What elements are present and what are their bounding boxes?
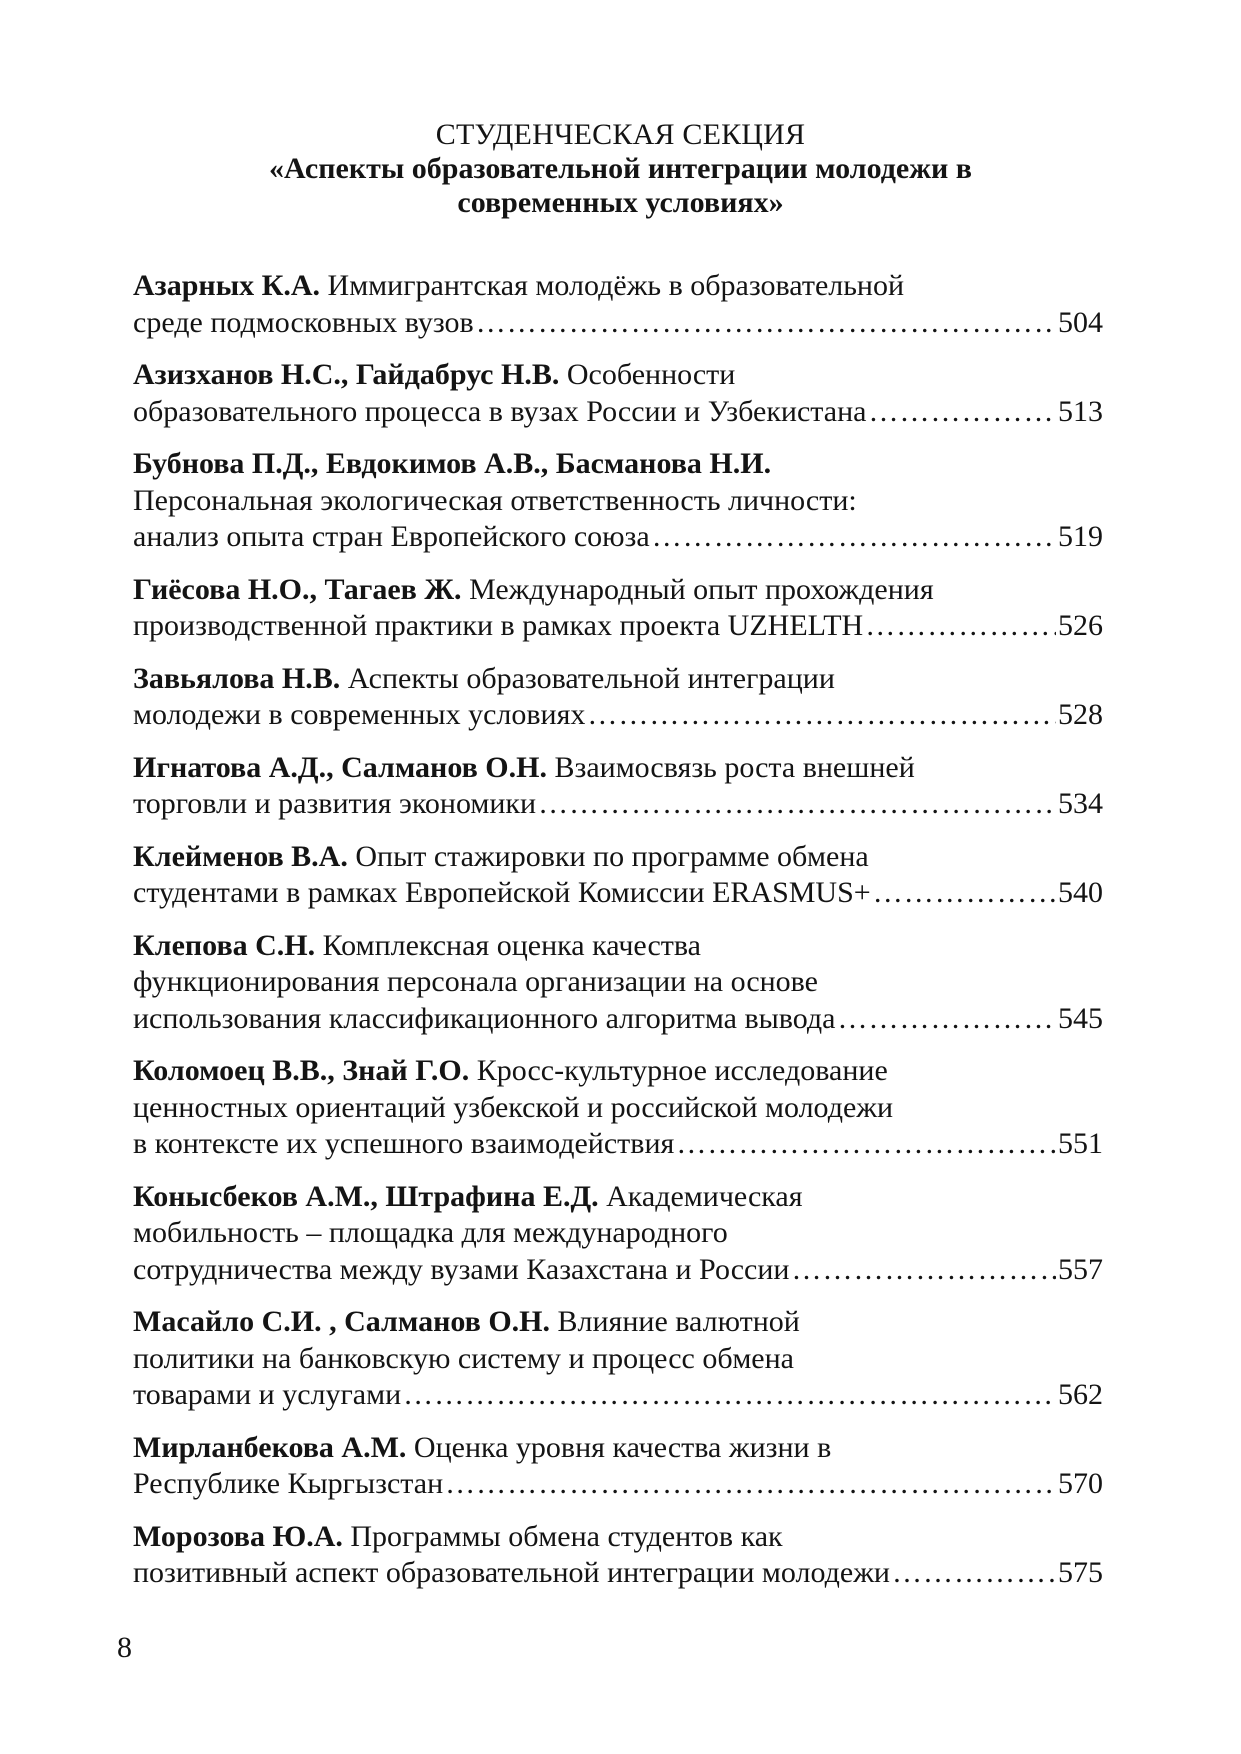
toc-entry[interactable]	[133, 1430, 1103, 1503]
toc-entry[interactable]	[133, 1179, 1103, 1289]
toc-entry-title-end: Республике Кыргызстан	[133, 1467, 444, 1500]
dot-leader	[868, 394, 1056, 431]
toc-entry-first-line	[133, 928, 1103, 965]
section-header	[0, 118, 1241, 220]
toc-entry-title-start: Кросс-культурное исследование	[469, 1054, 888, 1087]
toc-entry-page-number: 519	[1058, 520, 1103, 553]
toc-entry-last-line	[133, 519, 1103, 556]
toc-entry-title-line: политики на банковскую систему и процесс обмена	[133, 1341, 794, 1375]
toc-entry-title-end: анализ опыта стран Европейского союза	[133, 520, 650, 553]
toc-entry-last-line	[133, 394, 1103, 431]
toc-entry-first-line	[133, 1304, 1103, 1341]
toc-entry-title-start: Влияние валютной	[550, 1305, 800, 1338]
toc-entry[interactable]	[133, 268, 1103, 341]
toc-entry-title-end: образовательного процесса в вузах России и Узбекистана	[133, 394, 867, 428]
toc-entry-authors: Игнатова А.Д., Салманов О.Н.	[133, 750, 547, 784]
toc-entry[interactable]	[133, 928, 1103, 1038]
toc-entry-page-number: 513	[1058, 394, 1103, 428]
toc-entry[interactable]	[133, 1519, 1103, 1592]
toc-entry-last-line	[133, 305, 1103, 342]
toc-entry-title-start: Иммигрантская молодёжь в образовательной	[320, 269, 905, 302]
toc-entry-first-line	[133, 839, 1103, 876]
dot-leader	[837, 1001, 1056, 1038]
toc-entry-title-start: Опыт стажировки по программе обмена	[347, 839, 869, 873]
toc-entry[interactable]	[133, 1304, 1103, 1414]
toc-entry-first-line	[133, 1053, 1103, 1090]
toc-entry-first-line	[133, 661, 1103, 698]
dot-leader	[865, 608, 1056, 645]
toc-entry-authors: Азизханов Н.С., Гайдабрус Н.В.	[133, 358, 560, 391]
toc-entry-page-number: 526	[1058, 609, 1103, 642]
toc-entry-page-number: 570	[1058, 1467, 1103, 1500]
toc-entry[interactable]	[133, 446, 1103, 556]
toc-entry-page-number: 562	[1058, 1378, 1103, 1411]
toc-entry-last-line	[133, 1126, 1103, 1163]
toc-entry-first-line	[133, 572, 1103, 609]
toc-entry-title-end: позитивный аспект образовательной интеграции молодежи	[133, 1556, 890, 1589]
toc-entry-title-start: Академическая	[598, 1179, 803, 1213]
toc-entry-page-number: 545	[1058, 1001, 1103, 1035]
toc-entry[interactable]	[133, 1053, 1103, 1163]
toc-entry-title-line: ценностных ориентаций узбекской и российской молодежи	[133, 1090, 894, 1124]
toc-entry-first-line	[133, 1179, 1103, 1216]
toc-entry-authors: Конысбеков А.М., Штрафина Е.Д.	[133, 1179, 599, 1213]
toc-entry-last-line	[133, 875, 1103, 912]
toc-entry-first-line	[133, 1519, 1103, 1556]
toc-entry-last-line	[133, 1001, 1103, 1038]
toc-entry-authors: Азарных К.А.	[133, 269, 321, 302]
toc-entry[interactable]	[133, 357, 1103, 430]
toc-entry-first-line	[133, 1430, 1103, 1467]
toc-entry-first-line	[133, 268, 1103, 305]
toc-entry[interactable]	[133, 661, 1103, 734]
toc-entry-authors: Масайло С.И. , Салманов О.Н.	[133, 1305, 551, 1338]
dot-leader	[873, 875, 1056, 912]
toc-entry-page-number: 557	[1058, 1252, 1103, 1286]
toc-entry-first-line	[133, 357, 1103, 394]
toc-entry-title-line: функционирования персонала организации на основе	[133, 965, 818, 998]
toc-entry-authors: Клепова С.Н.	[133, 928, 316, 962]
toc-entry-authors: Мирланбекова А.М.	[133, 1430, 407, 1464]
dot-leader	[676, 1126, 1056, 1163]
toc-entry-page-number: 551	[1058, 1127, 1103, 1160]
page-number: 8	[117, 1631, 132, 1664]
toc-entry-authors: Гиёсова Н.О., Тагаев Ж.	[133, 572, 462, 606]
toc-entry-first-line	[133, 446, 1103, 483]
toc-entry-authors: Коломоец В.В., Знай Г.О.	[133, 1054, 470, 1087]
toc-entry-title-end: торговли и развития экономики	[133, 787, 537, 820]
toc-entry-first-line	[133, 750, 1103, 787]
toc-entry-last-line	[133, 786, 1103, 823]
toc-entry-title-start: Особенности	[559, 358, 736, 391]
toc-entry-last-line	[133, 697, 1103, 734]
toc-entry-authors: Завьялова Н.В.	[133, 661, 341, 695]
toc-entry-title-end: молодежи в современных условиях	[133, 698, 586, 731]
toc-entry-title-end: сотрудничества между вузами Казахстана и России	[133, 1252, 790, 1286]
toc-entry-last-line	[133, 608, 1103, 645]
toc-entry-title-start: Международный опыт прохождения	[461, 572, 934, 606]
dot-leader	[476, 305, 1056, 342]
dot-leader	[892, 1555, 1056, 1592]
toc-entry-authors: Бубнова П.Д., Евдокимов А.В., Басманова Н.И.	[133, 447, 772, 480]
toc-entry-title-line: Персональная экологическая ответственность личности:	[133, 483, 857, 517]
dot-leader	[587, 697, 1056, 734]
toc-entry[interactable]	[133, 572, 1103, 645]
toc-entry-page-number: 534	[1058, 787, 1103, 820]
dot-leader	[445, 1466, 1056, 1503]
toc-entry[interactable]	[133, 839, 1103, 912]
toc-entry-title-end: студентами в рамках Европейской Комиссии ERASMUS+	[133, 876, 871, 909]
toc-entry-title-end: товарами и услугами	[133, 1378, 402, 1411]
section-subtitle-line-1: «Аспекты образовательной интеграции молодежи в	[269, 152, 972, 185]
dot-leader	[403, 1377, 1056, 1414]
toc-entry-last-line	[133, 1466, 1103, 1503]
toc-entry-authors: Клейменов В.А.	[133, 839, 348, 873]
toc-entry-last-line	[133, 1252, 1103, 1289]
toc-entry-title-start: Аспекты образовательной интеграции	[340, 661, 835, 695]
toc-entry-title-end: производственной практики в рамках проекта UZHELTH	[133, 609, 864, 642]
toc-entry-authors: Морозова Ю.А.	[133, 1519, 343, 1553]
toc-entry[interactable]	[133, 750, 1103, 823]
toc-entry-title-line: мобильность – площадка для международного	[133, 1216, 728, 1249]
toc-entry-title-start: Комплексная оценка качества	[315, 928, 701, 962]
toc-entry-title-start: Оценка уровня качества жизни в	[406, 1430, 832, 1464]
section-subtitle	[191, 152, 1051, 220]
dot-leader	[652, 519, 1056, 556]
toc-entry-title-end: среде подмосковных вузов	[133, 305, 474, 339]
toc-entry-last-line	[133, 1377, 1103, 1414]
toc-entry-page-number: 540	[1058, 876, 1103, 909]
toc-entry-title-start: Взаимосвязь роста внешней	[546, 750, 915, 784]
toc-entry-title-start: Программы обмена студентов как	[342, 1519, 783, 1553]
toc-entry-title-end: в контексте их успешного взаимодействия	[133, 1127, 675, 1160]
table-of-contents	[133, 268, 1103, 1608]
toc-entry-page-number: 504	[1058, 305, 1103, 339]
toc-entry-page-number: 575	[1058, 1556, 1103, 1589]
dot-leader	[538, 786, 1056, 823]
section-title: СТУДЕНЧЕСКАЯ СЕКЦИЯ	[435, 118, 806, 151]
toc-entry-title-end: использования классификационного алгоритма вывода	[133, 1001, 836, 1035]
dot-leader	[791, 1252, 1056, 1289]
toc-entry-last-line	[133, 1555, 1103, 1592]
section-subtitle-line-2: современных условиях»	[457, 186, 784, 219]
toc-entry-page-number: 528	[1058, 698, 1103, 731]
